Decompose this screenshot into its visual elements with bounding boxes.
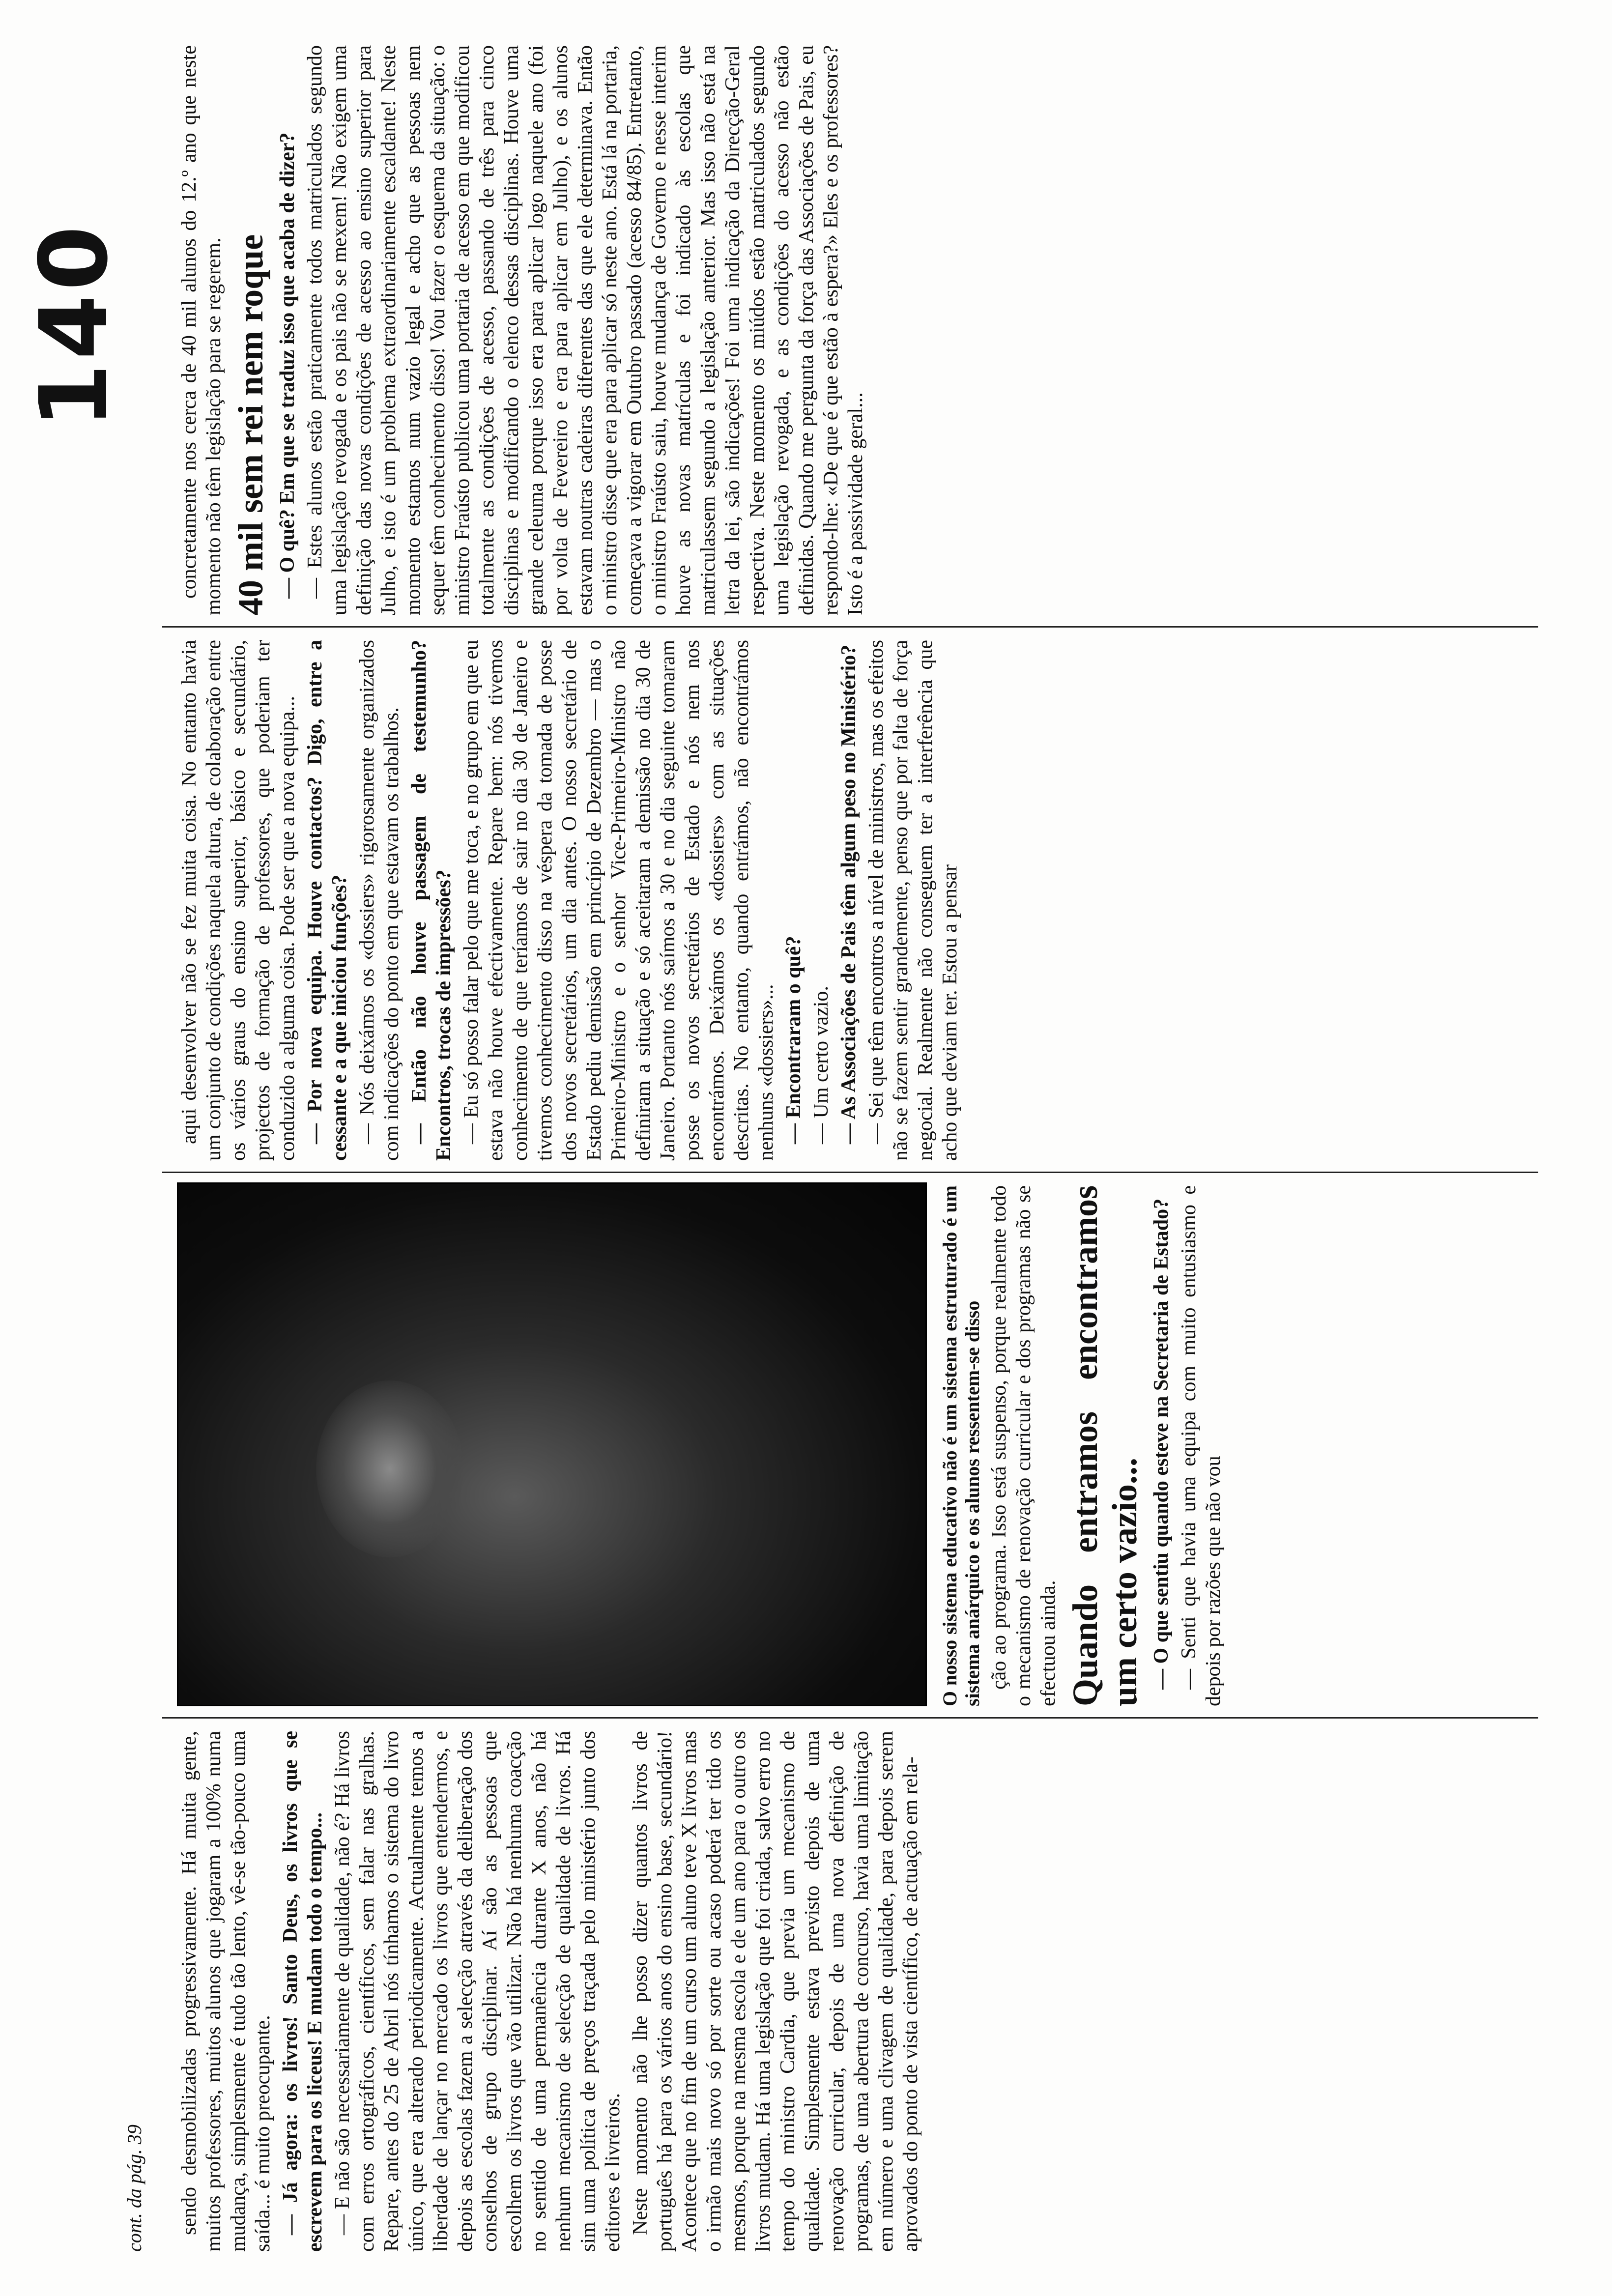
paragraph: sendo desmobilizadas progressivamente. Há muita gente, muitos professores, muitos alunos que jogaram a 100% numa mudança, simplesmente é tudo tão lento, vê-se tão-pouco uma saída... é muito preocupante. bbox=[178, 1731, 274, 2252]
paragraph: — Um certo vazio. bbox=[810, 986, 833, 1144]
article-column-4 bbox=[177, 45, 1578, 615]
article-column-3 bbox=[177, 640, 1578, 1161]
portrait-photo bbox=[177, 1182, 927, 1706]
question: — O que sentiu quando esteve na Secretaria de Estado? bbox=[1150, 1198, 1173, 1690]
continuation-label: cont. da pág. 39 bbox=[123, 2124, 145, 2252]
question: — Por nova equipa. Houve contactos? Digo, entre a cessante e a que iniciou funções? bbox=[304, 640, 351, 1161]
question: — O quê? Em que se traduz isso que acaba de dizer? bbox=[276, 132, 299, 599]
paragraph: — E não são necessariamente de qualidade, não é? Há livros com erros ortográficos, científicos, sem falar nas gralhas. Repare, antes do 25 de Abril nós tínhamos o sistema do livro único, que era alterado periodicamente. Actualmente temos a liberdade de lançar no mercado os livros que entendermos, e depois as escolas fazem a selecção através da deliberação dos conselhos de grupo disciplinar. Aí são as pessoas que escolhem os livros que vão utilizar. Não há nenhuma coacção no sentido de uma permanência durante X anos, não há nenhum mecanismo de selecção de qualidade de livros. Há sim uma política de preços traçada pelo ministério junto dos editores e livreiros. bbox=[331, 1731, 624, 2252]
question: — As Associações de Pais têm algum peso no Ministério? bbox=[837, 644, 860, 1144]
paragraph: Neste momento não lhe posso dizer quantos livros de português há para os vários anos do ensino base, secundário! Acontece que no fim de um curso um aluno teve X livros mas o irmão mais novo só por sorte ou acaso poderá ter tido os mesmos, porque na mesma escola e de um ano para o outro os livros mudam. Há uma legislação que foi criada, salvo erro no tempo do ministro Cardia, que previa um mecanismo de qualidade. Simplesmente estava previsto depois de uma renovação curricular, depois de uma nova definição de programas, de uma abertura de concurso, havia uma limitação em número e uma clivagem de qualidade, para depois serem aprovados do ponto de vista científico, de actuação em rela- bbox=[629, 1731, 922, 2252]
section-headline: Quando entramos encontramos um certo vazio... bbox=[1065, 1185, 1144, 1706]
handwritten-page-number: 140 bbox=[20, 222, 128, 429]
column-rule bbox=[162, 626, 1538, 628]
question: — Encontraram o quê? bbox=[782, 936, 805, 1144]
paragraph: — Nós deixámos os «dossiers» rigorosamente organizados com indicações do ponto em que estavam os trabalhos. bbox=[356, 640, 403, 1161]
paragraph: — Eu só posso falar pelo que me toca, e no grupo em que eu estava não houve efectivamente. Repare bem: nós tivemos conhecimento de que teríamos de sair no dia 30 de Janeiro e tivemos conhecimento disso na véspera da tomada de posse dos novos secretários, um dia antes. O nosso secretário de Estado pediu demissão em princípio de Dezembro — mas o Primeiro-Ministro e o senhor Vice-Primeiro-Ministro não definiram a situação e só aceitaram a demissão no dia 30 de Janeiro. Portanto nós saímos a 30 e no dia seguinte tomaram posse os novos secretários de Estado e nós nem nos encontrámos. Deixámos os «dossiers» com as situações descritas. No entanto, quando entrámos, não encontrámos nenhuns «dossiers»... bbox=[460, 640, 777, 1161]
column-rule bbox=[162, 1172, 1538, 1173]
question: — Já agora: os livros! Santo Deus, os livros que se escrevem para os liceus! E mudam todo o tempo... bbox=[279, 1731, 326, 2252]
paragraph: concretamente nos cerca de 40 mil alunos do 12.º ano que neste momento não têm legislação para se regerem. bbox=[178, 45, 225, 615]
paragraph: — Sei que têm encontros a nível de ministros, mas os efeitos não se fazem sentir grandemente, penso que por falta de força negocial. Realmente não conseguem ter a interferência que acho que deviam ter. Estou a pensar bbox=[865, 640, 961, 1161]
question: — Então não houve passagem de testemunho? Encontros, trocas de impressões? bbox=[408, 640, 455, 1161]
paragraph: — Estes alunos estão praticamente todos matriculados segundo uma legislação revogada e os pais não se mexem! Não exigem uma definição das novas condições de acesso ao ensino superior para Julho, e isto é um problema extraordinariamente escaldante! Neste momento estamos num vazio legal e acho que as pessoas nem sequer têm conhecimento disso! Vou fazer o esquema da situação: o ministro Fraústo publicou uma portaria de acesso em que modificou totalmente as condições de acesso, passando de três para cinco disciplinas e modificando o elenco dessas disciplinas. Houve uma grande celeuma porque isso era para aplicar logo naquele ano (foi por volta de Fevereiro e era para aplicar em Julho), e os alunos estavam noutras cadeiras diferentes das que ele determinava. Então o ministro disse que era para aplicar só neste ano. Está lá na portaria, começava a vigorar em Outubro passado (acesso 84/85). Entretanto, o ministro Fraústo saiu, houve mudança de Governo e nesse interim houve as novas matrículas e foi indicado às escolas que matriculassem segundo a legislação anterior. Mas isso não está na letra da lei, são indicações! Foi uma indicação da Direcção-Geral respectiva. Neste momento os miúdos estão matriculados segundo uma legislação revogada, e as condições do acesso não estão definidas. Quando me pergunta da força das Associações de Pais, eu respondo-lhe: «De que é que estão à espera?» Eles e os professores? Isto é a passividade geral... bbox=[304, 45, 867, 615]
photo-face-highlight bbox=[316, 1380, 463, 1557]
section-headline: 40 mil sem rei nem roque bbox=[231, 234, 270, 615]
article-column-2 bbox=[939, 1185, 1578, 1706]
paragraph: — Senti que havia uma equipa com muito entusiasmo e depois por razões que não vou bbox=[1178, 1185, 1225, 1706]
paragraph: aqui desenvolver não se fez muita coisa. No entanto havia um conjunto de condições naquela altura, de colaboração entre os vários graus do ensino superior, básico e secundário, projectos de formação de professores, que poderiam ter conduzido a alguma coisa. Pode ser que a nova equipa... bbox=[178, 640, 299, 1161]
article-column-1 bbox=[177, 1731, 1578, 2252]
paragraph: ção ao programa. Isso está suspenso, porque realmente todo o mecanismo de renovação curricular e dos programas não se efectuou ainda. bbox=[988, 1185, 1060, 1706]
column-rule bbox=[162, 1717, 1538, 1719]
photo-caption: O nosso sistema educativo não é um sistema estruturado é um sistema anárquico e os alunos ressentem-se disso bbox=[939, 1185, 983, 1706]
